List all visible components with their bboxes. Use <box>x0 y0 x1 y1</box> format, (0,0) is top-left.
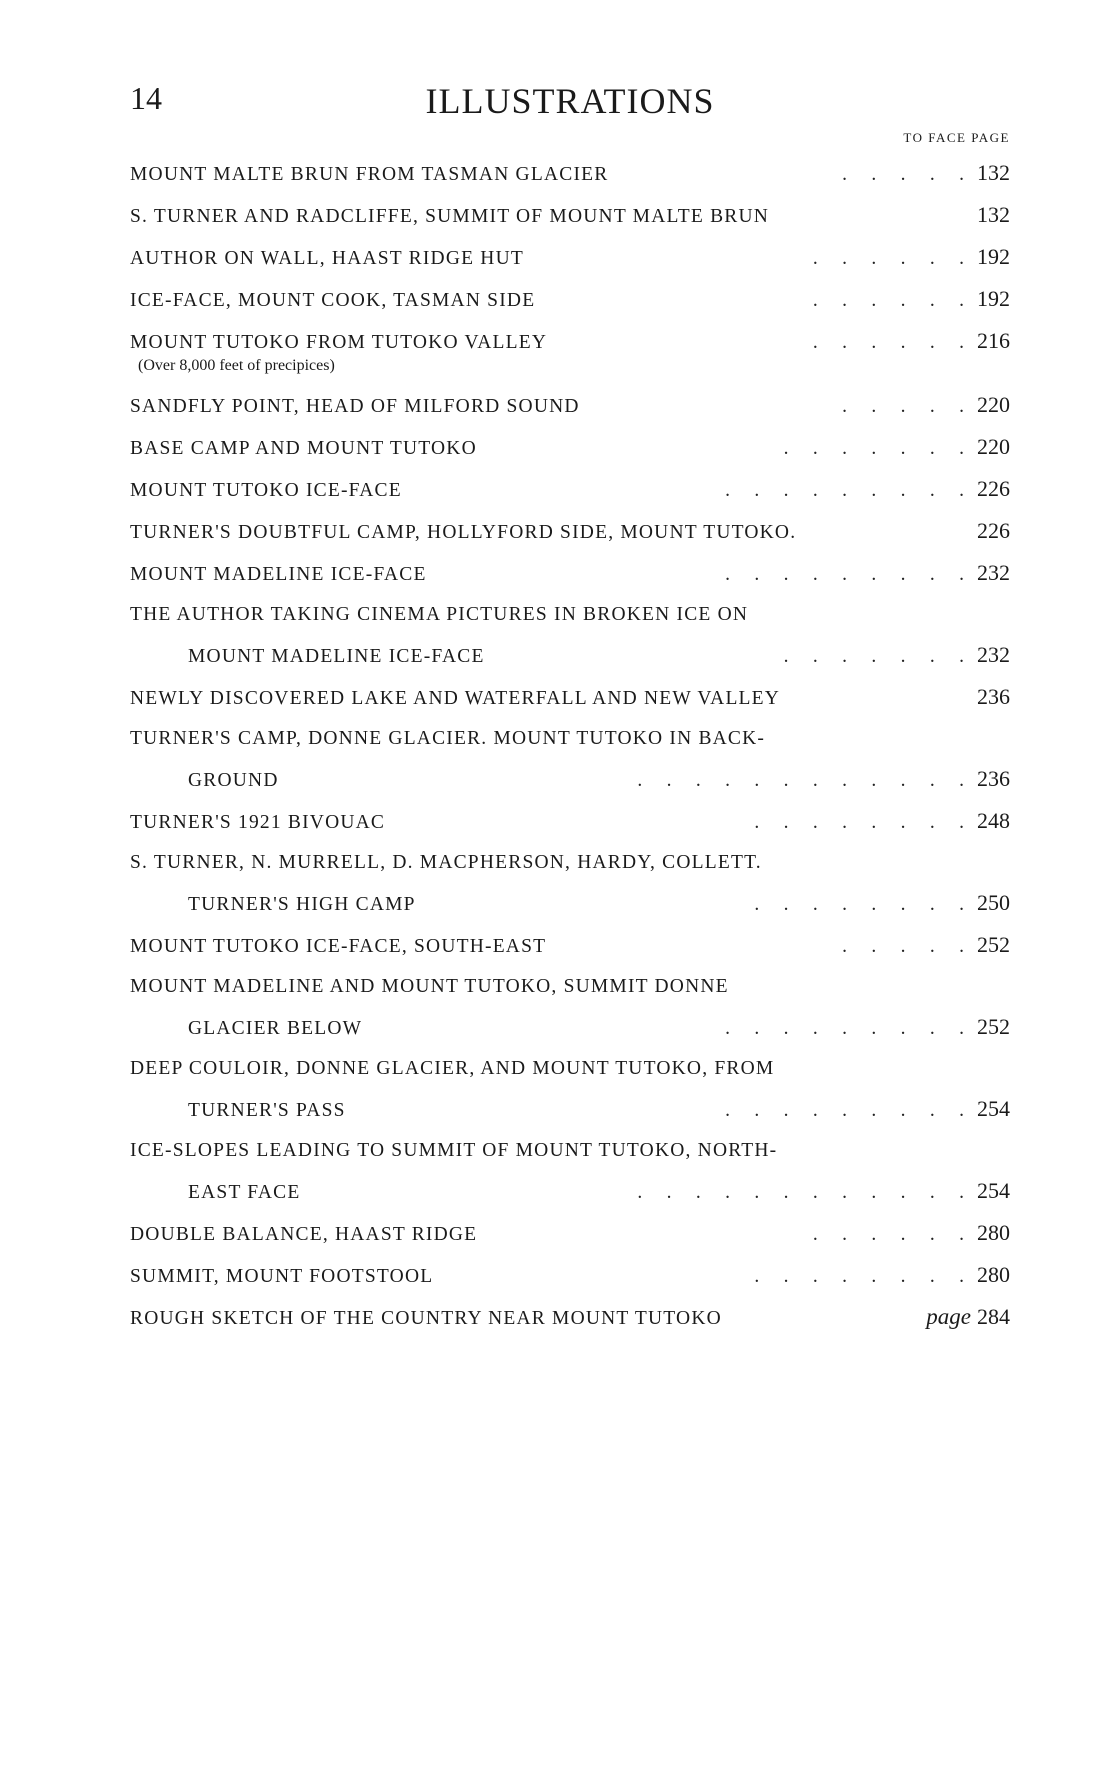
list-item <box>130 511 1010 553</box>
list-item <box>130 635 1010 677</box>
list-item <box>130 237 1010 279</box>
dot-leader: . . . . . . . <box>783 646 964 667</box>
column-heading: TO FACE PAGE <box>903 130 1010 145</box>
entry-title-line1: TURNER'S CAMP, DONNE GLACIER. MOUNT TUTOKO IN BACK- <box>130 728 766 749</box>
entry-title: MOUNT TUTOKO ICE-FACE <box>130 480 402 501</box>
list-item <box>130 1297 1010 1339</box>
list-item <box>130 1213 1010 1255</box>
list-item <box>130 427 1010 469</box>
list-item <box>130 925 1010 967</box>
page-number: 14 <box>130 80 162 116</box>
list-item <box>130 553 1010 595</box>
entry-title: BASE CAMP AND MOUNT TUTOKO <box>130 438 477 459</box>
dot-leader: . . . . . . <box>812 290 964 311</box>
entry-title: ICE-FACE, MOUNT COOK, TASMAN SIDE <box>130 290 536 311</box>
entry-page: 254 <box>977 1096 1010 1121</box>
list-item <box>130 1007 1010 1049</box>
entry-page-number: 284 <box>977 1304 1010 1329</box>
entry-page: 232 <box>977 642 1010 667</box>
list-item <box>130 801 1010 843</box>
page-title: ILLUSTRATIONS <box>425 81 715 121</box>
entry-title-line1: MOUNT MADELINE AND MOUNT TUTOKO, SUMMIT DONNE <box>130 976 729 997</box>
entry-page: 236 <box>977 766 1010 791</box>
list-item <box>130 1171 1010 1213</box>
entry-page: 216 <box>977 328 1010 353</box>
list-item <box>130 195 1010 237</box>
entry-page: 226 <box>977 476 1010 501</box>
dot-leader: . . . . . . . . . . . . <box>637 1182 964 1203</box>
entry-title: ROUGH SKETCH OF THE COUNTRY NEAR MOUNT TUTOKO <box>130 1308 722 1329</box>
entry-title: S. TURNER AND RADCLIFFE, SUMMIT OF MOUNT MALTE BRUN <box>130 206 770 227</box>
list-item <box>130 677 1010 719</box>
dot-leader: . . . . . <box>842 936 964 957</box>
entry-page: 220 <box>977 434 1010 459</box>
entry-page: 226 <box>977 518 1010 543</box>
entry-page: 236 <box>977 684 1010 709</box>
entry-title: TURNER'S DOUBTFUL CAMP, HOLLYFORD SIDE, MOUNT TUTOKO. <box>130 522 797 543</box>
entry-page: 192 <box>977 286 1010 311</box>
page-prefix: page <box>926 1304 971 1329</box>
dot-leader: . . . . . . . . . <box>725 1018 964 1039</box>
entry-title: MOUNT MADELINE ICE-FACE <box>130 564 427 585</box>
entry-title: AUTHOR ON WALL, HAAST RIDGE HUT <box>130 248 524 269</box>
entry-title: MOUNT MALTE BRUN FROM TASMAN GLACIER <box>130 164 609 185</box>
entry-title-line2: TURNER'S PASS <box>188 1100 346 1121</box>
entry-title-line2: MOUNT MADELINE ICE-FACE <box>188 646 485 667</box>
dot-leader: . . . . . . . . <box>754 1266 964 1287</box>
entry-title: NEWLY DISCOVERED LAKE AND WATERFALL AND NEW VALLEY <box>130 688 781 709</box>
entry-page: 132 <box>977 160 1010 185</box>
entry-title-line2: TURNER'S HIGH CAMP <box>188 894 416 915</box>
entry-page <box>926 1297 1010 1337</box>
entry-page: 254 <box>977 1178 1010 1203</box>
entry-page: 232 <box>977 560 1010 585</box>
entry-page: 220 <box>977 392 1010 417</box>
dot-leader: . . . . . . . . <box>754 894 964 915</box>
dot-leader: . . . . . <box>842 396 964 417</box>
entry-page: 250 <box>977 890 1010 915</box>
entry-note: (Over 8,000 feet of precipices) <box>138 357 335 374</box>
illustrations-list <box>130 153 1010 1339</box>
list-item <box>130 883 1010 925</box>
entry-page: 252 <box>977 932 1010 957</box>
dot-leader: . . . . . . . . . <box>725 1100 964 1121</box>
dot-leader: . . . . . . . <box>783 438 964 459</box>
list-item <box>130 469 1010 511</box>
entry-page: 280 <box>977 1220 1010 1245</box>
dot-leader: . . . . . . <box>812 1224 964 1245</box>
entry-title-line2: EAST FACE <box>188 1182 301 1203</box>
dot-leader: . . . . . . . . . <box>725 480 964 501</box>
entry-title: TURNER'S 1921 BIVOUAC <box>130 812 386 833</box>
list-item <box>130 759 1010 801</box>
entry-title: MOUNT TUTOKO ICE-FACE, SOUTH-EAST <box>130 936 547 957</box>
entry-page: 132 <box>977 202 1010 227</box>
entry-title-line1: S. TURNER, N. MURRELL, D. MACPHERSON, HARDY, COLLETT. <box>130 852 762 873</box>
list-item <box>130 153 1010 195</box>
entry-title: DOUBLE BALANCE, HAAST RIDGE <box>130 1224 478 1245</box>
dot-leader: . . . . . . . . . . . . <box>637 770 964 791</box>
entry-page: 248 <box>977 808 1010 833</box>
dot-leader: . . . . . <box>842 164 964 185</box>
entry-title: SUMMIT, MOUNT FOOTSTOOL <box>130 1266 434 1287</box>
entry-page: 280 <box>977 1262 1010 1287</box>
list-item <box>130 1255 1010 1297</box>
dot-leader: . . . . . . . . . <box>725 564 964 585</box>
entry-title: SANDFLY POINT, HEAD OF MILFORD SOUND <box>130 396 580 417</box>
entry-title-line1: DEEP COULOIR, DONNE GLACIER, AND MOUNT TUTOKO, FROM <box>130 1058 775 1079</box>
dot-leader: . . . . . . <box>812 332 964 353</box>
page-header <box>130 80 1010 124</box>
entry-page: 192 <box>977 244 1010 269</box>
entry-title: MOUNT TUTOKO FROM TUTOKO VALLEY <box>130 332 548 353</box>
dot-leader: . . . . . . . . <box>754 812 964 833</box>
list-item <box>130 1089 1010 1131</box>
entry-title-line1: ICE-SLOPES LEADING TO SUMMIT OF MOUNT TUTOKO, NORTH- <box>130 1140 778 1161</box>
list-item <box>130 385 1010 427</box>
list-item <box>130 279 1010 321</box>
entry-title-line2: GROUND <box>188 770 279 791</box>
entry-title-line2: GLACIER BELOW <box>188 1018 363 1039</box>
entry-page: 252 <box>977 1014 1010 1039</box>
dot-leader: . . . . . . <box>812 248 964 269</box>
entry-title-line1: THE AUTHOR TAKING CINEMA PICTURES IN BROKEN ICE ON <box>130 604 749 625</box>
